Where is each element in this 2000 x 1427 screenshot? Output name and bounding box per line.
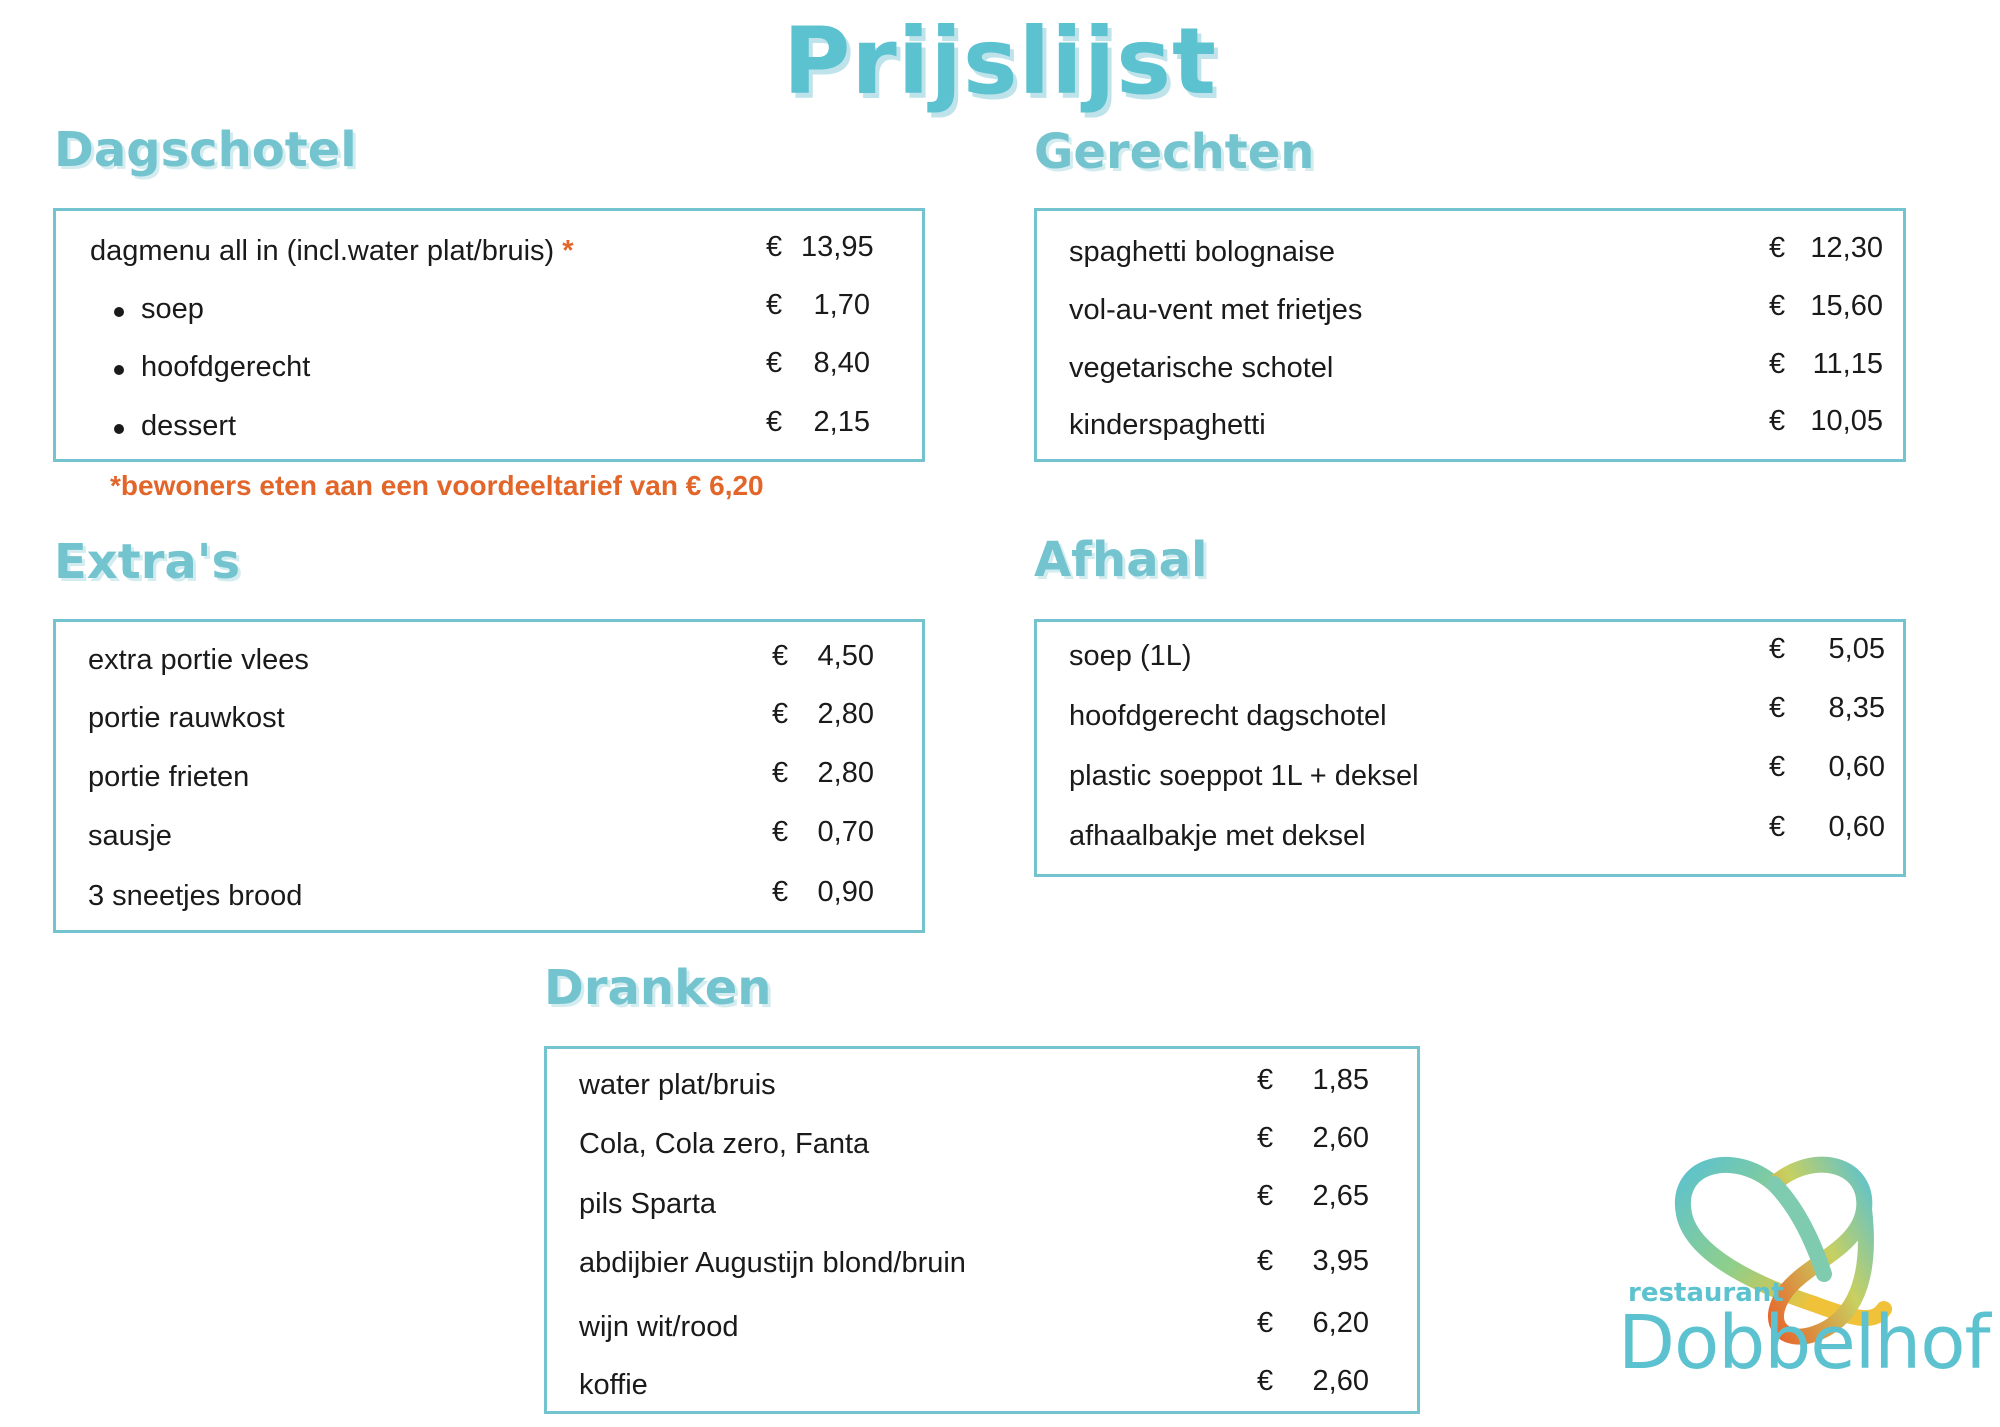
currency-symbol: € [1769, 633, 1786, 665]
currency-symbol: € [1257, 1307, 1274, 1339]
list-item [56, 289, 922, 351]
item-price: 10,05 [1810, 405, 1883, 437]
item-price: 0,70 [817, 816, 874, 848]
item-name: soep (1L) [1069, 640, 1192, 672]
currency-symbol: € [1769, 290, 1786, 322]
list-item [1037, 692, 1903, 758]
item-name: vegetarische schotel [1069, 352, 1334, 384]
item-name: vol-au-vent met frietjes [1069, 294, 1363, 326]
currency-symbol: € [772, 640, 789, 672]
item-price: 2,80 [817, 698, 874, 730]
list-item [547, 1064, 1417, 1127]
item-name: kinderspaghetti [1069, 409, 1266, 441]
item-name: portie frieten [88, 761, 250, 793]
item-name: hoofdgerecht dagschotel [1069, 700, 1387, 732]
item-name: plastic soeppot 1L + deksel [1069, 760, 1419, 792]
currency-symbol: € [1257, 1245, 1274, 1277]
item-price: 0,90 [817, 876, 874, 908]
item-name: portie rauwkost [88, 702, 285, 734]
currency-symbol: € [766, 289, 783, 321]
currency-symbol: € [772, 698, 789, 730]
list-item [56, 640, 922, 702]
afhaal-heading: Afhaal [1034, 532, 1208, 588]
bullet-icon [114, 424, 124, 434]
item-price: 2,60 [1312, 1122, 1369, 1154]
list-item [547, 1122, 1417, 1186]
item-price: 5,05 [1828, 633, 1885, 665]
currency-symbol: € [772, 816, 789, 848]
item-price: 13,95 [801, 231, 874, 263]
currency-symbol: € [1769, 405, 1786, 437]
currency-symbol: € [766, 406, 783, 438]
list-item [56, 816, 922, 878]
currency-symbol: € [1257, 1122, 1274, 1154]
item-price: 2,60 [1312, 1365, 1369, 1397]
item-name: 3 sneetjes brood [88, 880, 303, 912]
item-name: spaghetti bolognaise [1069, 236, 1336, 268]
dagschotel-main-row [56, 231, 922, 293]
list-item [1037, 811, 1903, 878]
currency-symbol: € [1257, 1365, 1274, 1397]
currency-symbol: € [1769, 692, 1786, 724]
list-item [1037, 290, 1903, 352]
item-price: 15,60 [1810, 290, 1883, 322]
list-item [547, 1247, 1417, 1305]
page-title: Prijslijst [783, 8, 1217, 115]
item-name: Cola, Cola zero, Fanta [579, 1128, 870, 1160]
item-name: extra portie vlees [88, 644, 309, 676]
item-price: 1,85 [1312, 1064, 1369, 1096]
currency-symbol: € [1257, 1180, 1274, 1212]
bullet-icon [114, 307, 124, 317]
dagschotel-box [53, 208, 925, 462]
item-price: 8,35 [1828, 692, 1885, 724]
currency-symbol: € [766, 231, 783, 263]
currency-symbol: € [1769, 811, 1786, 843]
item-name: water plat/bruis [579, 1069, 776, 1101]
item-name: soep [141, 293, 204, 325]
currency-symbol: € [1257, 1064, 1274, 1096]
item-price: 11,15 [1812, 348, 1883, 380]
item-price: 0,60 [1828, 811, 1885, 843]
currency-symbol: € [1769, 232, 1786, 264]
list-item [1037, 348, 1903, 410]
list-item [1037, 232, 1903, 294]
item-name: afhaalbakje met deksel [1069, 820, 1366, 852]
item-price: 2,80 [817, 757, 874, 789]
item-price: 1,70 [813, 289, 870, 321]
item-name: abdijbier Augustijn blond/bruin [579, 1247, 966, 1279]
item-name: wijn wit/rood [579, 1311, 739, 1343]
item-name: sausje [88, 820, 172, 852]
list-item [547, 1180, 1417, 1246]
extras-heading: Extra's [54, 534, 241, 590]
list-item [547, 1307, 1417, 1369]
item-price: 0,60 [1828, 751, 1885, 783]
item-name: pils Sparta [579, 1188, 717, 1220]
gerechten-heading: Gerechten [1034, 124, 1315, 180]
logo-restaurant-text: restaurant [1628, 1278, 1784, 1308]
list-item [1037, 633, 1903, 698]
item-name: hoofdgerecht [141, 351, 311, 383]
item-name: dessert [141, 410, 237, 442]
list-item [56, 698, 922, 760]
bullet-icon [114, 365, 124, 375]
gerechten-box [1034, 208, 1906, 462]
item-price: 12,30 [1810, 232, 1883, 264]
afhaal-box [1034, 619, 1906, 877]
item-price: 8,40 [813, 347, 870, 379]
list-item [56, 347, 922, 409]
item-price: 2,15 [813, 406, 870, 438]
dranken-box [544, 1046, 1420, 1414]
list-item [1037, 405, 1903, 467]
currency-symbol: € [772, 876, 789, 908]
logo-dobbelhof-text: Dobbelhof [1618, 1300, 1990, 1386]
list-item [56, 876, 922, 938]
currency-symbol: € [766, 347, 783, 379]
item-price: 6,20 [1312, 1307, 1369, 1339]
item-name: dagmenu all in (incl.water plat/bruis) * [90, 235, 574, 267]
list-item [56, 757, 922, 819]
currency-symbol: € [772, 757, 789, 789]
item-price: 4,50 [817, 640, 874, 672]
list-item [547, 1365, 1417, 1427]
list-item [56, 406, 922, 468]
dranken-heading: Dranken [544, 960, 772, 1016]
currency-symbol: € [1769, 751, 1786, 783]
dagschotel-note: *bewoners eten aan een voordeeltarief van € 6,20 [110, 470, 764, 501]
item-price: 2,65 [1312, 1180, 1369, 1212]
item-name: koffie [579, 1369, 648, 1401]
item-price: 3,95 [1312, 1245, 1369, 1277]
dagschotel-heading: Dagschotel [54, 122, 357, 178]
extras-box [53, 619, 925, 933]
list-item [1037, 751, 1903, 818]
currency-symbol: € [1769, 348, 1786, 380]
